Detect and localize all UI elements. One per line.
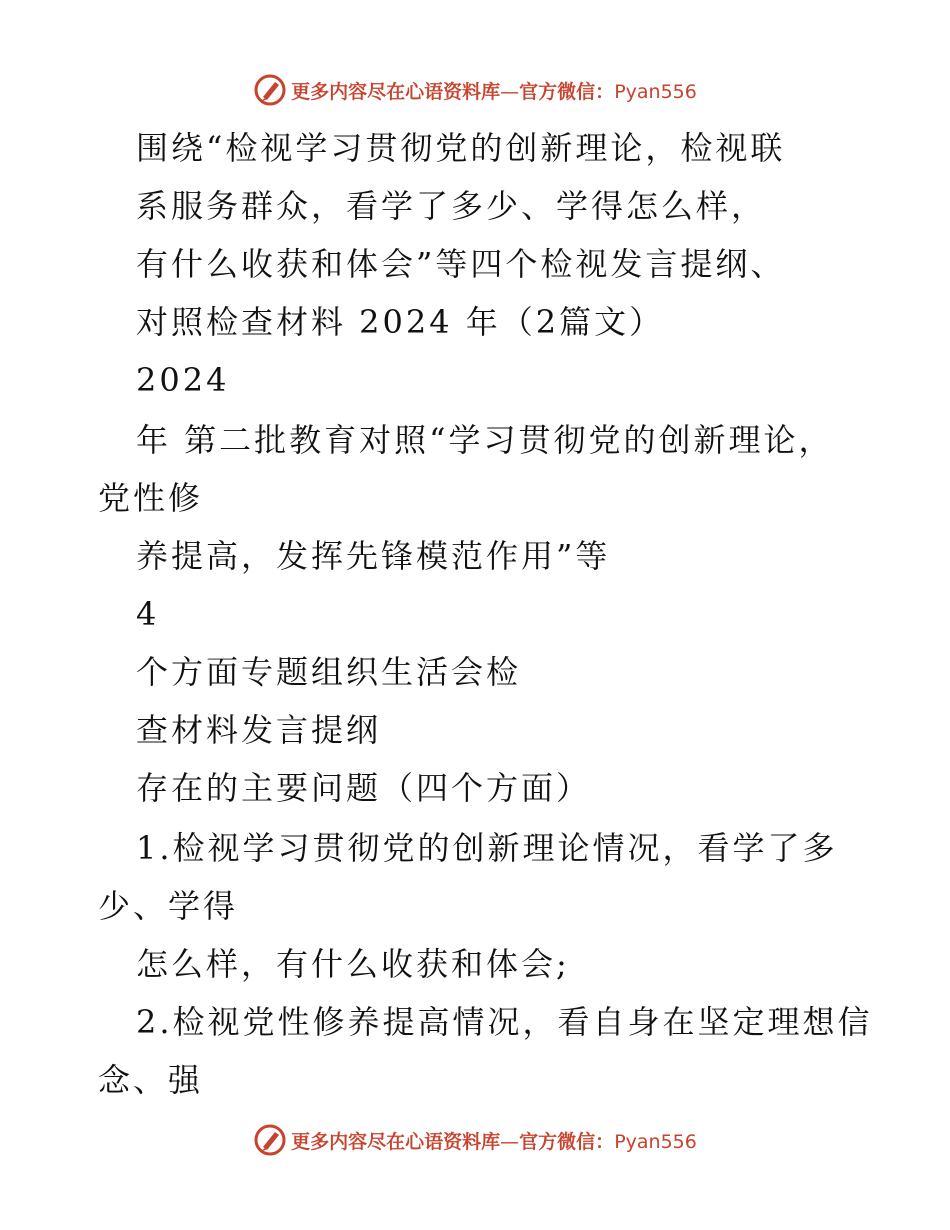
text-line: 养提高，发挥先锋模范作用”等 bbox=[136, 537, 611, 575]
watermark-tail: 官方微信： bbox=[519, 1130, 615, 1153]
text-line: 2.检视党性修养提高情况，看自身在坚定理想信 bbox=[136, 1003, 873, 1041]
text-line: 存在的主要问题（四个方面） bbox=[136, 769, 592, 807]
watermark-separator: — bbox=[500, 1130, 520, 1153]
text-line: 党性修 bbox=[98, 479, 204, 517]
text-line: 有什么收获和体会”等四个检视发言提纲、 bbox=[136, 245, 786, 283]
watermark-tail: 官方微信： bbox=[519, 80, 615, 103]
text-line: 年 第二批教育对照“学习贯彻党的创新理论， bbox=[136, 421, 834, 459]
text-line: 念、强 bbox=[98, 1061, 204, 1099]
text-line: 2024 bbox=[136, 361, 230, 399]
text-line: 个方面专题组织生活会检 bbox=[136, 653, 522, 691]
text-line: 查材料发言提纲 bbox=[136, 711, 382, 749]
text-line: 对照检查材料 2024 年（2篇文） bbox=[136, 303, 665, 341]
watermark-brand: 更多内容尽在心语资料库 bbox=[291, 80, 501, 103]
watermark-separator: — bbox=[500, 80, 520, 103]
watermark-wechat-id: Pyan556 bbox=[614, 1130, 697, 1153]
footer-watermark bbox=[0, 1120, 950, 1160]
watermark-wechat-id: Pyan556 bbox=[614, 80, 697, 103]
text-line: 少、学得 bbox=[98, 887, 239, 925]
text-line: 4 bbox=[136, 595, 160, 633]
pen-seal-icon bbox=[253, 1123, 287, 1157]
watermark-brand: 更多内容尽在心语资料库 bbox=[291, 1130, 501, 1153]
text-line: 1.检视学习贯彻党的创新理论情况，看学了多 bbox=[136, 829, 838, 867]
text-line: 怎么样，有什么收获和体会; bbox=[136, 945, 570, 983]
text-line: 围绕“检视学习贯彻党的创新理论，检视联 bbox=[136, 129, 786, 167]
watermark-text bbox=[291, 1127, 697, 1154]
text-line: 系服务群众，看学了多少、学得怎么样， bbox=[136, 187, 767, 225]
